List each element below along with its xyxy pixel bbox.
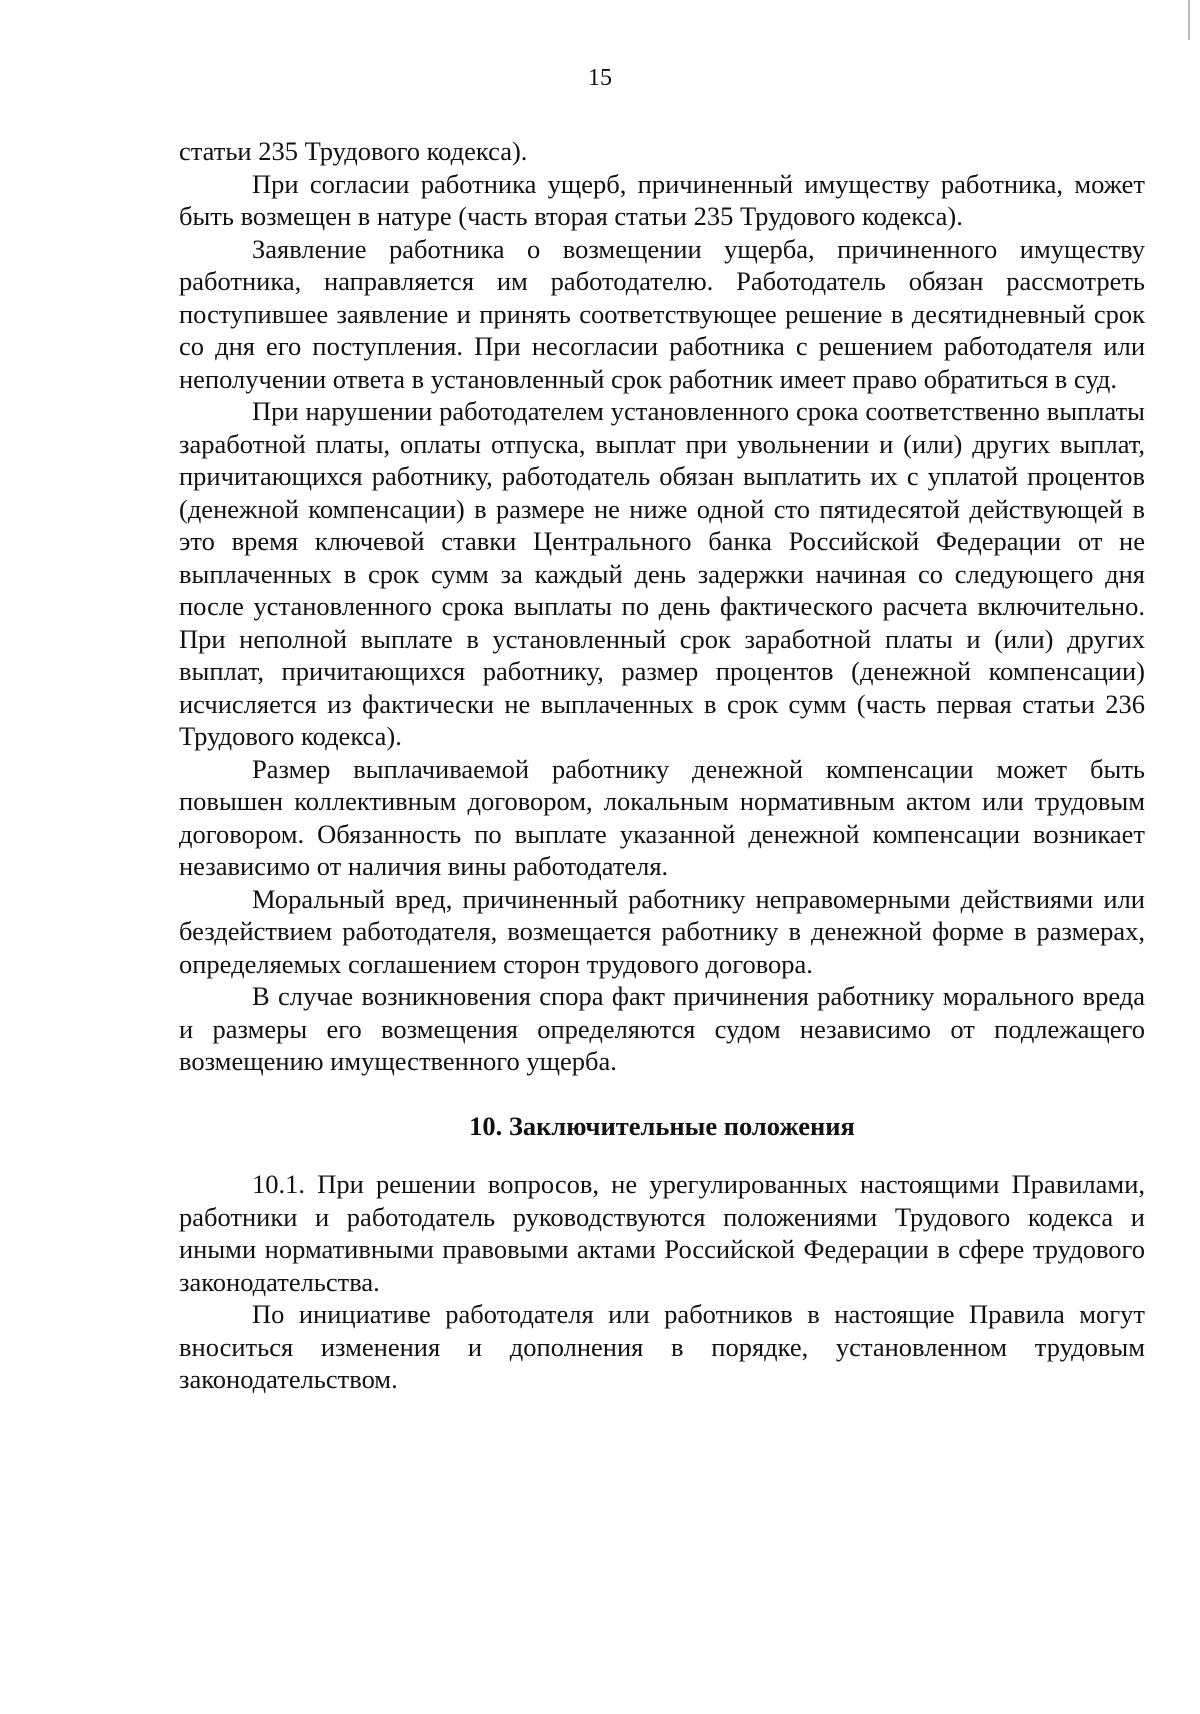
section-heading-final-provisions: 10. Заключительные положения xyxy=(469,1110,855,1141)
paragraph-compensation-increase: Размер выплачиваемой работнику денежной компенсации может быть повышен коллективным договором, локальным нормативным актом или трудовым договором. Обязанность по выплате указанной денежной компенсации возникает независимо от наличия вины работодателя. xyxy=(179,753,1145,881)
paragraph-continuation: статьи 235 Трудового кодекса). xyxy=(179,136,528,166)
paragraph-moral-damage-dispute: В случае возникновения спора факт причинения работнику морального вреда и размеры его возмещения определяются судом независимо от подлежащего возмещению имущественного ущерба. xyxy=(179,981,1145,1076)
paragraph-late-payment-compensation: При нарушении работодателем установленного срока соответственно выплаты заработной платы, оплаты отпуска, выплат при увольнении и (или) других выплат, причитающихся работнику, работодатель обязан выплатить их с уплатой процентов (денежной компенсации) в размере не ниже одной сто пятидесятой действующей в это время ключевой ставки Центрального банка Российской Федерации от не выплаченных в срок сумм за каждый день задержки начиная со следующего дня после установленного срока выплаты по день фактического расчета включительно. При неполной выплате в установленный срок заработной платы и (или) других выплат, причитающихся работнику, размер процентов (денежной компенсации) исчисляется из фактически не выплаченных в срок сумм (часть первая статьи 236 Трудового кодекса). xyxy=(179,396,1145,751)
paragraph-damage-in-kind: При согласии работника ущерб, причиненный имуществу работника, может быть возмещен в натуре (часть вторая статьи 235 Трудового кодекса). xyxy=(179,168,1145,231)
paragraph-amendments: По инициативе работодателя или работников в настоящие Правила могут вноситься изменения и дополнения в порядке, установленном трудовым законодательством. xyxy=(179,1299,1145,1394)
scan-edge-mark xyxy=(1188,0,1190,40)
paragraph-moral-damage: Моральный вред, причиненный работнику неправомерными действиями или бездействием работодателя, возмещается работнику в денежной форме в размерах, определяемых соглашением сторон трудового договора. xyxy=(179,883,1145,979)
document-body xyxy=(179,135,1145,1396)
paragraph-damage-application: Заявление работника о возмещении ущерба, причиненного имуществу работника, направляется им работодателю. Работодатель обязан рассмотреть поступившее заявление и принять соответствующее решение в десятидневный срок со дня его поступления. При несогласии работника с решением работодателя или неполучении ответа в установленный срок работник имеет право обратиться в суд. xyxy=(179,233,1145,394)
page-number: 15 xyxy=(588,65,612,91)
paragraph-10-1: 10.1. При решении вопросов, не урегулированных настоящими Правилами, работники и работодатель руководствуются положениями Трудового кодекса и иными нормативными правовыми актами Российской Федерации в сфере трудового законодательства. xyxy=(179,1169,1145,1297)
